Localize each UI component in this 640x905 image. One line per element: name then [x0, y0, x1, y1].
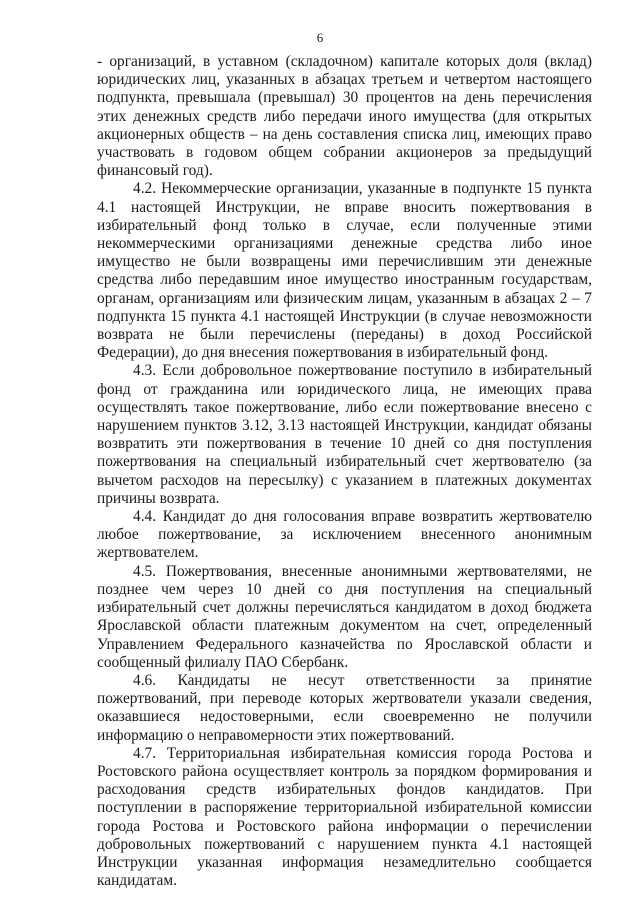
- document-body: [97, 53, 592, 890]
- paragraph-organizations-list-item: - организаций, в уставном (складочном) капитале которых доля (вклад) юридических лиц, указанных в абзацах третьем и четвертом настоящего подпункта, превышала (превышал) 30 процентов на день перечисления этих денежных средств либо передачи иного имущества (для открытых акционерных обществ – на день составления списка лиц, имеющих право участвовать в годовом общем собрании акционеров за предыдущий финансовый год).: [97, 53, 592, 180]
- paragraph-clause-4-2: 4.2. Некоммерческие организации, указанные в подпункте 15 пункта 4.1 настоящей Инструкции, не вправе вносить пожертвования в избирательный фонд только в случае, если полученные этими некоммерческими организациями денежные средства либо иное имущество не были возвращены ими перечислившим эти денежные средства либо передавшим иное имущество иностранным государствам, органам, организациям или физическим лицам, указанным в абзацах 2 – 7 подпункта 15 пункта 4.1 настоящей Инструкции (в случае невозможности возврата не были перечислены (переданы) в доход Российской Федерации), до дня внесения пожертвования в избирательный фонд.: [97, 180, 592, 362]
- paragraph-clause-4-5: 4.5. Пожертвования, внесенные анонимными жертвователями, не позднее чем через 10 дней со дня поступления на специальный избирательный счет должны перечисляться кандидатом в доход бюджета Ярославской области платежным документом на счет, определенный Управлением Федерального казначейства по Ярославской области и сообщенный филиалу ПАО Сбербанк.: [97, 562, 592, 671]
- paragraph-clause-4-4: 4.4. Кандидат до дня голосования вправе возвратить жертвователю любое пожертвование, за исключением внесенного анонимным жертвователем.: [97, 508, 592, 562]
- paragraph-clause-4-3: 4.3. Если добровольное пожертвование поступило в избирательный фонд от гражданина или юридического лица, не имеющих права осуществлять такое пожертвование, либо если пожертвование внесено с нарушением пунктов 3.12, 3.13 настоящей Инструкции, кандидат обязаны возвратить эти пожертвования в течение 10 дней со дня поступления пожертвования на специальный избирательный счет жертвователю (за вычетом расходов на пересылку) с указанием в платежных документах причины возврата.: [97, 362, 592, 507]
- paragraph-clause-4-6: 4.6. Кандидаты не несут ответственности за принятие пожертвований, при переводе которых жертвователи указали сведения, оказавшиеся недостоверными, если своевременно не получили информацию о неправомерности этих пожертвований.: [97, 671, 592, 744]
- page-number: 6: [316, 30, 324, 45]
- paragraph-clause-4-7: 4.7. Территориальная избирательная комиссия города Ростова и Ростовского района осуществляет контроль за порядком формирования и расходования средств избирательных фондов кандидатов. При поступлении в распоряжение территориальной избирательной комиссии города Ростова и Ростовского района информации о перечислении добровольных пожертвований с нарушением пункта 4.1 настоящей Инструкции указанная информация незамедлительно сообщается кандидатам.: [97, 744, 592, 890]
